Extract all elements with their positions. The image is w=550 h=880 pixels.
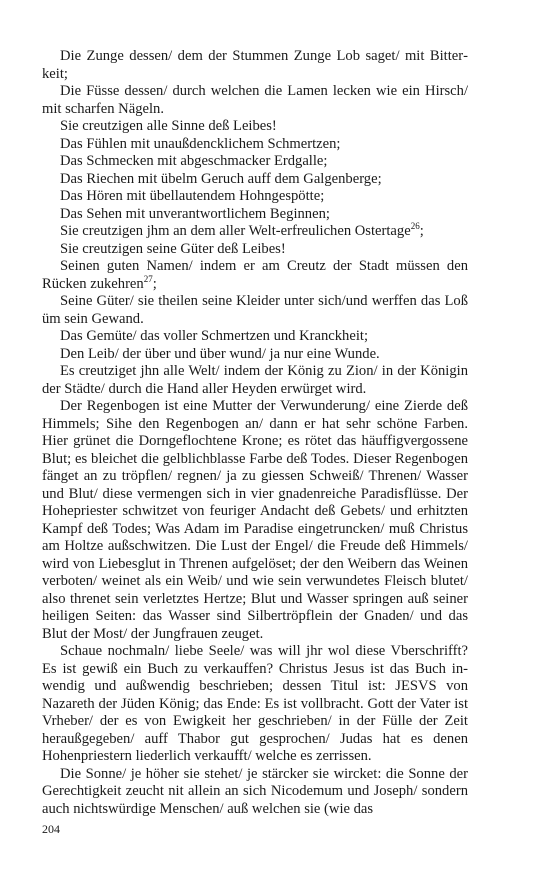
page-number: 204	[42, 822, 60, 836]
paragraph-6: Das Riechen mit übelm Geruch auff dem Galgenberge;	[60, 170, 382, 187]
paragraph-10: Sie creutzigen seine Güter deß Leibes!	[60, 240, 286, 257]
paragraph-18: Die Sonne/ je höher sie stehet/ je stärcker sie wircket: die Sonne der Gerechtigkeit zeucht nit allein an sich Nicodemum und Joseph/ sondern auch nichtswürdige Menschen/ auß welchen sie (wie das	[42, 765, 468, 817]
paragraph-14: Den Leib/ der über und über wund/ ja nur eine Wunde.	[60, 345, 380, 362]
paragraph-8: Das Sehen mit unverantwortlichem Beginnen;	[60, 205, 330, 222]
paragraph-1: Die Zunge dessen/ dem der Stummen Zunge Lob saget/ mit Bitterkeit;	[42, 48, 468, 82]
paragraph-3: Sie creutzigen alle Sinne deß Leibes!	[60, 118, 277, 134]
page-body	[42, 48, 468, 818]
paragraph-12: Seine Güter/ sie theilen seine Kleider unter sich/und werffen das Loß üm sein Gewand.	[42, 293, 468, 327]
paragraph-17: Schaue nochmaln/ liebe Seele/ was will jhr wol diese Vberschrifft? Es ist gewiß ein Buch zu verkauffen? Christus Jesus ist das Buch inwendig und außwendig beschrieben; dessen Titul ist: JESVS von Nazareth der Jüden König; das Ende: Es ist vollbracht. Gott der Vater ist Vrheber/ der es von Ewigkeit her geschrieben/ in der Fülle der Zeit heraußgegeben/ auff Thabor gut gesprochen/ Judas hat es denen Hohenpriestern liederlich verkaufft/ welche es zerrissen.	[42, 643, 468, 764]
paragraph-11: Seinen guten Namen/ indem er am Creutz der Stadt müssen den Rücken zukehren$^{27}$;	[42, 258, 468, 292]
footnote-ref-27[interactable]: 27	[143, 273, 153, 284]
paragraph-13: Das Gemüte/ das voller Schmertzen und Kranckheit;	[60, 328, 368, 344]
paragraph-9: Sie creutzigen jhm an dem aller Welt-erfreulichen Ostertage$^{26}$;	[60, 221, 424, 239]
paragraph-2: Die Füsse dessen/ durch welchen die Lamen lecken wie ein Hirsch/ mit scharfen Nägeln.	[42, 83, 468, 117]
paragraph-5: Das Schmecken mit abgeschmacker Erdgalle;	[60, 153, 328, 169]
paragraph-7: Das Hören mit übellautendem Hohngespötte;	[60, 188, 325, 204]
paragraph-4: Das Fühlen mit unaußdencklichem Schmertzen;	[60, 135, 341, 152]
footnote-ref-26[interactable]: 26	[410, 221, 420, 232]
paragraph-16: Der Regenbogen ist eine Mutter der Verwunderung/ eine Zierde deß Himmels; Sihe den Regenbogen an/ dann er hat sehr schöne Farben. Hier grünet die Dorngeflochtene Krone; es rötet das häuffigvergossene Blut; es bleichet die gelblichblasse Farbe deß Todes. Dieser Regenbogen fänget an zu tröpflen/ regnen/ ja zu giessen Schweiß/ Threnen/ Wasser und Blut/ diese vermengen sich in vier gnadenreiche Paradisflüsse. Der Hohepriester schwitzet von feuriger Andacht deß Gebets/ und erhitzten Kampf deß Todes; Was Adam im Paradise eingetruncken/ muß Christus am Holtze außschwitzen. Die Lust der Engel/ die Freude deß Himmels/ wird von Liebesglut in Threnen aufgelöset; der den Weibern das Weinen verboten/ weinet als ein Weib/ und wie sein verwundetes Fleisch blutet/ also threnet sein verletztes Hertze; Blut und Wasser springen auß seiner heiligen Seiten: das Wasser sind Silbertröpflein der Gnaden/ und das Blut der Most/ der Jungfrauen zeuget.	[42, 398, 468, 642]
paragraph-15: Es creutziget jhn alle Welt/ indem der König zu Zion/ in der Königin der Städte/ durch die Hand aller Heyden erwürget wird.	[42, 363, 468, 397]
